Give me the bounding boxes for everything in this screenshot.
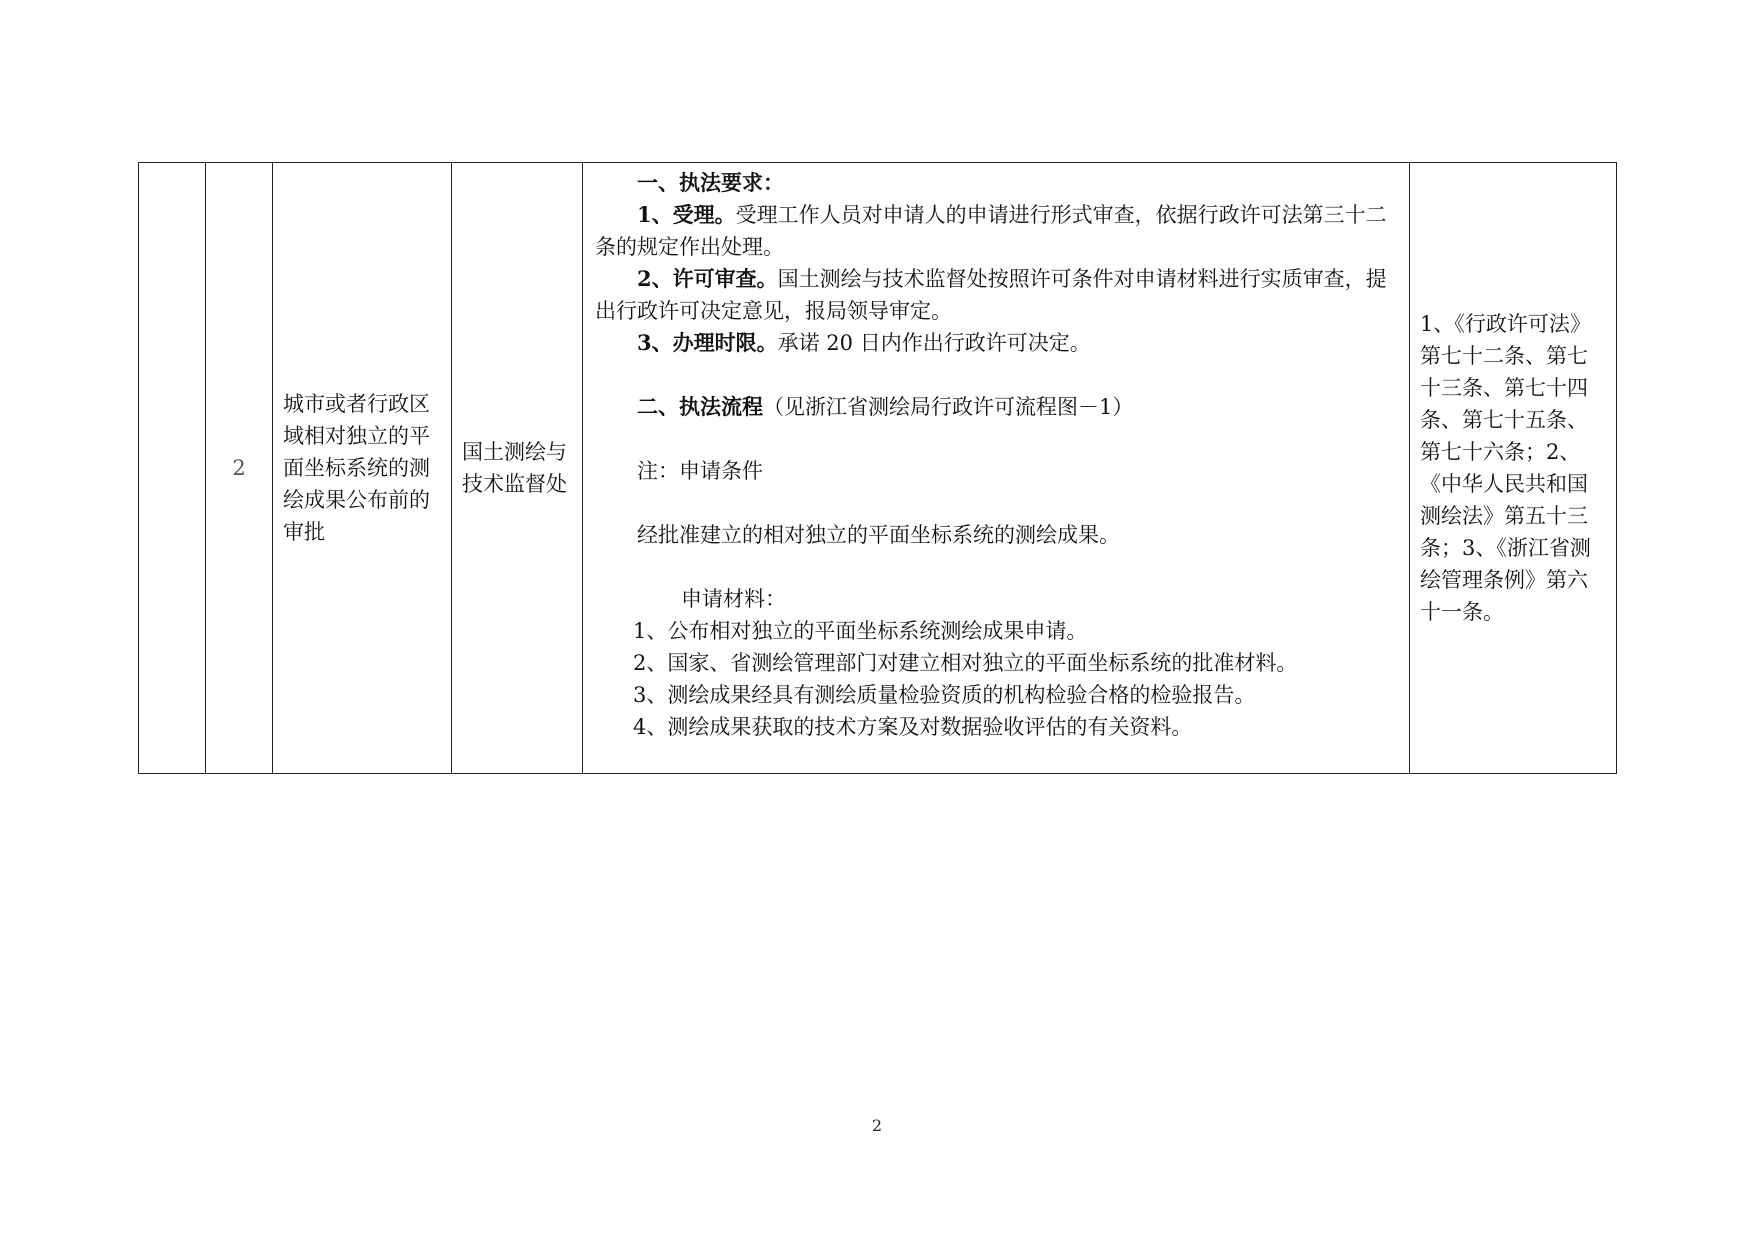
materials-item: 4、测绘成果获取的技术方案及对数据验收评估的有关资料。 <box>633 715 1193 739</box>
spacer <box>595 487 1401 519</box>
requirements-cell <box>583 163 1410 774</box>
step-review-title: 2、许可审查。 <box>637 266 778 291</box>
materials-item: 2、国家、省测绘管理部门对建立相对独立的平面坐标系统的批准材料。 <box>633 651 1298 675</box>
table-row <box>139 163 1617 774</box>
requirements-content <box>583 163 1409 773</box>
row-number-cell <box>206 163 273 774</box>
process-heading <box>595 391 1401 423</box>
step-acceptance-text: 受理工作人员对申请人的申请进行形式审查，依据行政许可法第三十二条的规定作出处理。 <box>595 203 1387 259</box>
materials-label: 申请材料： <box>681 587 786 611</box>
enforcement-table <box>138 162 1617 774</box>
department-name: 国土测绘与技术监督处 <box>462 440 567 496</box>
conditions-text: 经批准建立的相对独立的平面坐标系统的测绘成果。 <box>637 523 1120 547</box>
page-number: 2 <box>871 1116 883 1135</box>
spacer <box>595 359 1401 391</box>
step-time-limit <box>595 327 1401 359</box>
department-cell <box>452 163 583 774</box>
legal-basis-text: 1、《行政许可法》第七十二条、第七十三条、第七十四条、第七十五条、第七十六条；2、《中华人民共和国测绘法》第五十三条；3、《浙江省测绘管理条例》第六十一条。 <box>1420 312 1591 624</box>
spacer <box>595 423 1401 455</box>
item-name: 城市或者行政区域相对独立的平面坐标系统的测绘成果公布前的审批 <box>283 392 430 544</box>
materials-item: 1、公布相对独立的平面坐标系统测绘成果申请。 <box>633 619 1088 643</box>
step-review <box>595 263 1401 327</box>
process-heading-title: 二、执法流程 <box>637 394 763 419</box>
materials-item: 3、测绘成果经具有测绘质量检验资质的机构检验合格的检验报告。 <box>633 683 1256 707</box>
spacer <box>595 551 1401 583</box>
step-time-limit-text: 承诺 20 日内作出行政许可决定。 <box>777 331 1091 355</box>
step-acceptance <box>595 199 1401 263</box>
item-name-cell <box>273 163 452 774</box>
row-number: 2 <box>232 456 246 480</box>
step-time-limit-title: 3、办理时限。 <box>637 330 778 355</box>
process-heading-note: （见浙江省测绘局行政许可流程图－1） <box>763 395 1134 419</box>
legal-basis-cell <box>1410 163 1617 774</box>
conditions-label: 注：申请条件 <box>637 459 763 483</box>
requirements-heading: 一、执法要求： <box>637 170 784 195</box>
step-acceptance-title: 1、受理。 <box>637 202 736 227</box>
category-cell <box>139 163 206 774</box>
step-review-text: 国土测绘与技术监督处按照许可条件对申请材料进行实质审查，提出行政许可决定意见，报局领导审定。 <box>595 267 1387 323</box>
